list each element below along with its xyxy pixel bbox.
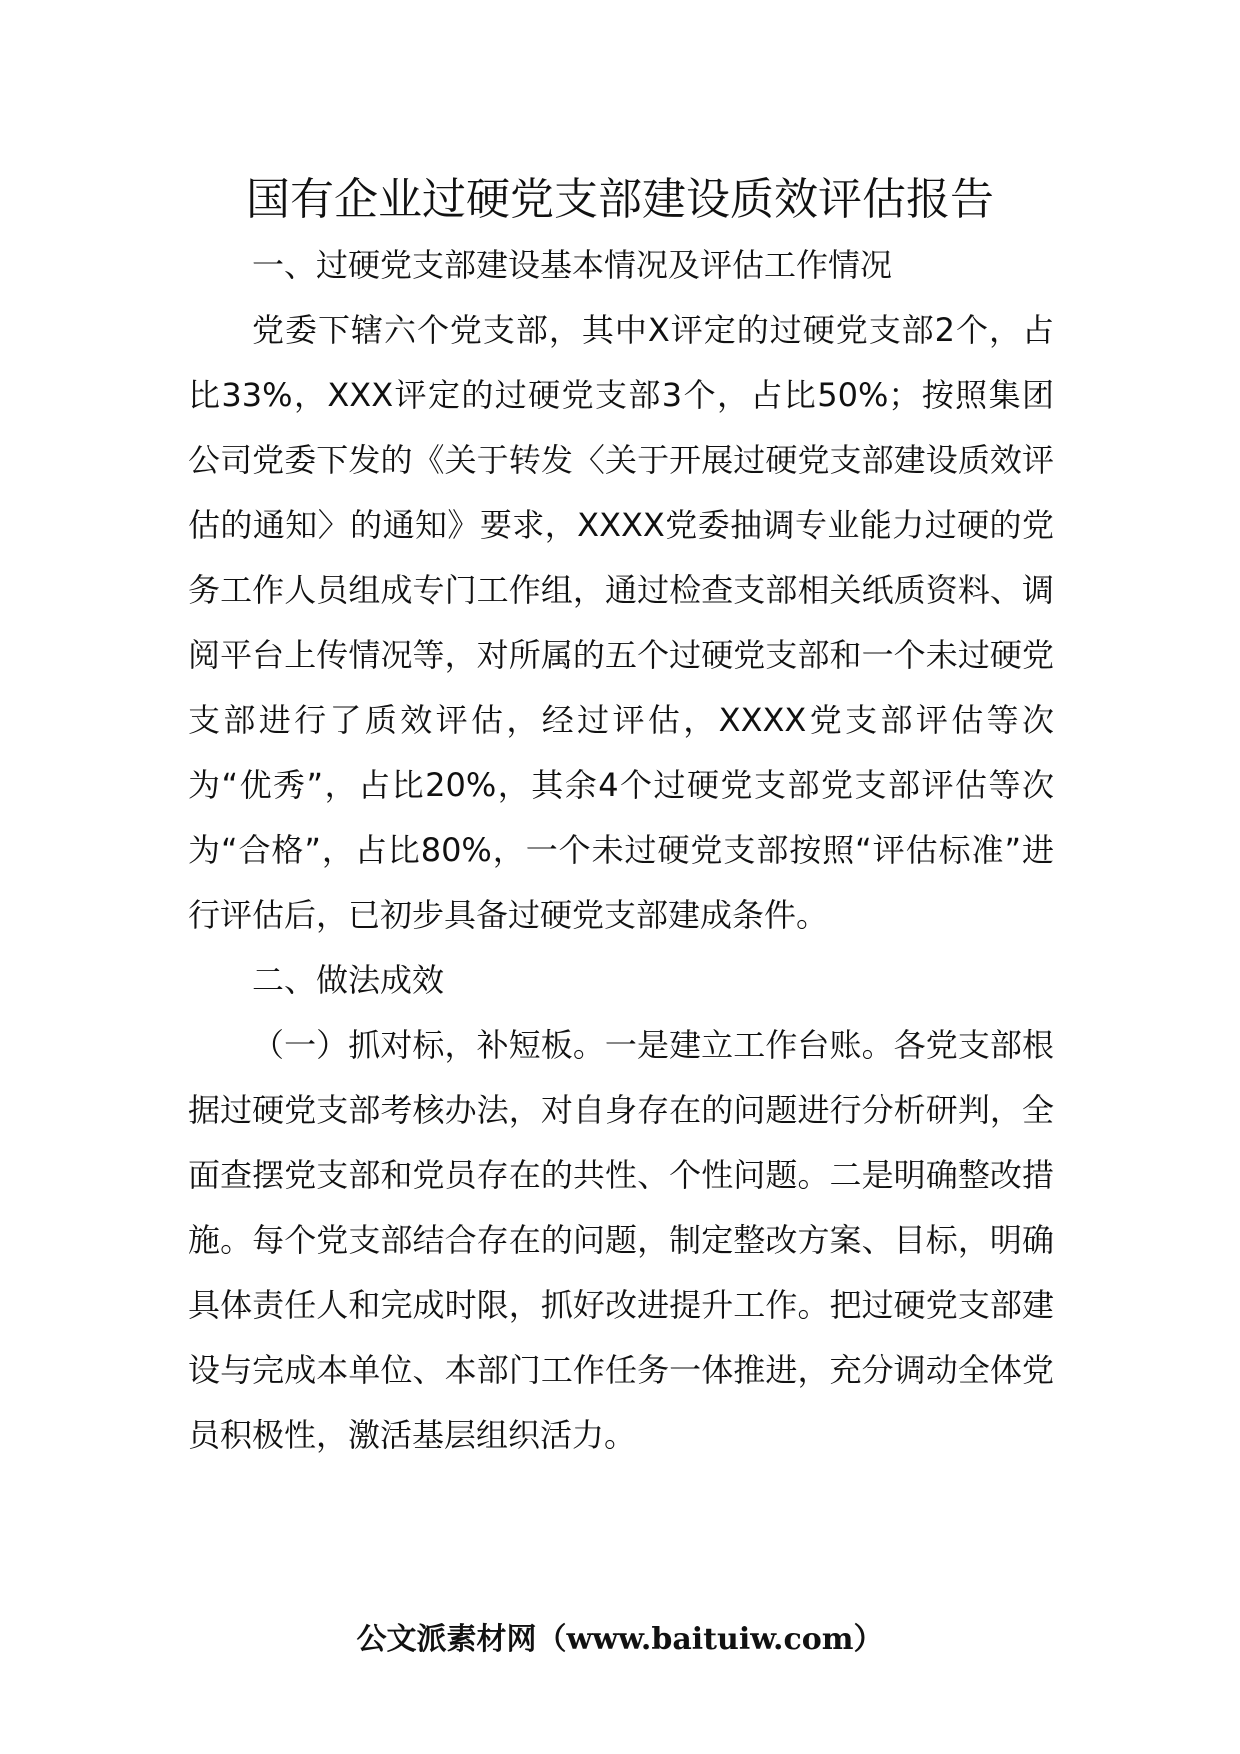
section-1-paragraph: 党委下辖六个党支部，其中X评定的过硬党支部2个，占比33%，XXX评定的过硬党支部3个，占比50%；按照集团公司党委下发的《关于转发〈关于开展过硬党支部建设质效评估的通知〉的通知》要求，XXXX党委抽调专业能力过硬的党务工作人员组成专门工作组，通过检查支部相关纸质资料、调阅平台上传情况等，对所属的五个过硬党支部和一个未过硬党支部进行了质效评估，经过评估，XXXX党支部评估等次为“优秀”，占比20%，其余4个过硬党支部党支部评估等次为“合格”，占比80%，一个未过硬党支部按照“评估标准”进行评估后，已初步具备过硬党支部建成条件。 <box>188 311 1054 934</box>
section-2-paragraph-1: （一）抓对标，补短板。一是建立工作台账。各党支部根据过硬党支部考核办法，对自身存在的问题进行分析研判，全面查摆党支部和党员存在的共性、个性问题。二是明确整改措施。每个党支部结合存在的问题，制定整改方案、目标，明确具体责任人和完成时限，抓好改进提升工作。把过硬党支部建设与完成本单位、本部门工作任务一体推进，充分调动全体党员积极性，激活基层组织活力。 <box>188 1026 1054 1454</box>
footer-watermark: 公文派素材网（www.baituiw.com） <box>356 1622 884 1657</box>
section-heading-1: 一、过硬党支部建设基本情况及评估工作情况 <box>252 246 893 284</box>
document-title: 国有企业过硬党支部建设质效评估报告 <box>246 174 994 225</box>
document-body <box>188 233 1054 1468</box>
section-heading-2: 二、做法成效 <box>252 961 445 999</box>
